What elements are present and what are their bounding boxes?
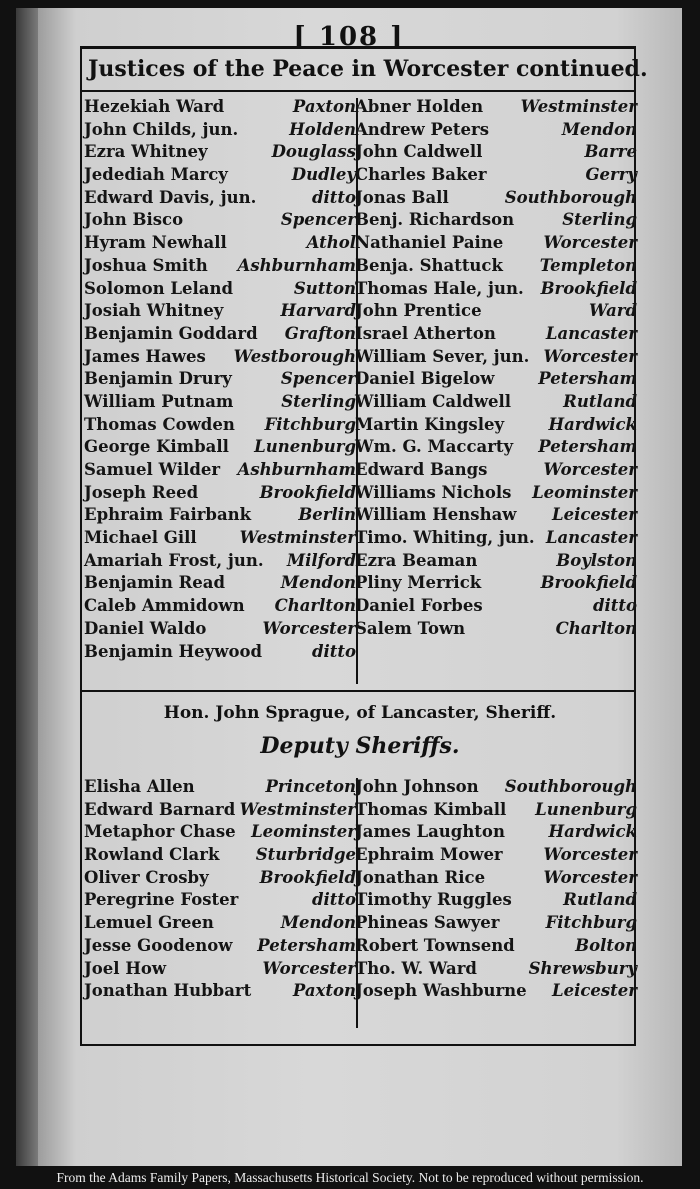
list-item bbox=[355, 119, 637, 142]
person-name: Joseph Reed bbox=[84, 482, 199, 502]
person-name: Caleb Ammidown bbox=[84, 596, 245, 616]
town-name: Lancaster bbox=[545, 528, 637, 548]
town-name: Fitchburg bbox=[545, 913, 637, 933]
list-item bbox=[355, 278, 637, 301]
person-name: Phineas Sawyer bbox=[355, 913, 500, 933]
person-name: Amariah Frost, jun. bbox=[84, 550, 264, 570]
town-name: Westborough bbox=[233, 346, 356, 366]
list-item bbox=[355, 232, 637, 255]
list-item bbox=[84, 550, 356, 573]
town-name: Worcester bbox=[543, 845, 637, 865]
heading-rule bbox=[80, 90, 636, 92]
list-item bbox=[355, 776, 637, 799]
person-name: Benjamin Drury bbox=[84, 369, 232, 389]
list-item bbox=[84, 889, 356, 912]
town-name: Petersham bbox=[538, 437, 637, 457]
town-name: ditto bbox=[311, 641, 356, 661]
list-item bbox=[84, 844, 356, 867]
list-item bbox=[355, 618, 637, 641]
list-item bbox=[84, 232, 356, 255]
list-item bbox=[84, 527, 356, 550]
person-name: Joshua Smith bbox=[84, 255, 208, 275]
list-item bbox=[355, 958, 637, 981]
list-item bbox=[355, 980, 637, 1003]
town-name: Brookfield bbox=[540, 573, 637, 593]
town-name: Paxton bbox=[292, 97, 356, 116]
town-name: Worcester bbox=[543, 460, 637, 479]
person-name: Rowland Clark bbox=[84, 845, 220, 865]
town-name: Ashburnham bbox=[237, 460, 356, 479]
list-item bbox=[355, 595, 637, 618]
town-name: Lunenburg bbox=[254, 437, 356, 457]
list-item bbox=[355, 550, 637, 573]
list-item bbox=[355, 527, 637, 550]
list-item bbox=[84, 641, 356, 664]
town-name: Rutland bbox=[563, 391, 637, 411]
list-item bbox=[84, 414, 356, 437]
person-name: Edward Barnard bbox=[84, 799, 236, 819]
person-name: William Sever, jun. bbox=[355, 346, 530, 366]
list-item bbox=[84, 980, 356, 1003]
person-name: Robert Townsend bbox=[355, 935, 515, 955]
person-name: Hyram Newhall bbox=[84, 233, 227, 253]
town-name: Leominster bbox=[251, 822, 356, 842]
town-name: Worcester bbox=[543, 346, 637, 366]
person-name: George Kimball bbox=[84, 437, 229, 457]
town-name: Worcester bbox=[543, 233, 637, 253]
list-item bbox=[355, 96, 637, 119]
list-item bbox=[355, 391, 637, 414]
list-item bbox=[84, 482, 356, 505]
person-name: Martin Kingsley bbox=[355, 414, 505, 434]
person-name: Ezra Whitney bbox=[84, 142, 208, 162]
list-item bbox=[355, 867, 637, 890]
town-name: Spencer bbox=[280, 369, 356, 389]
person-name: Edward Davis, jun. bbox=[84, 187, 257, 207]
town-name: Worcester bbox=[543, 867, 637, 887]
town-name: Berlin bbox=[298, 505, 356, 525]
person-name: Edward Bangs bbox=[355, 460, 488, 479]
person-name: Pliny Merrick bbox=[355, 573, 482, 593]
town-name: Bolton bbox=[575, 935, 637, 955]
person-name: Hezekiah Ward bbox=[84, 97, 225, 116]
town-name: ditto bbox=[311, 890, 356, 910]
town-name: Shrewsbury bbox=[528, 958, 637, 978]
person-name: Salem Town bbox=[355, 618, 466, 638]
archive-footer: From the Adams Family Papers, Massachusetts Historical Society. Not to be reproduced without permission. bbox=[56, 1170, 644, 1185]
list-item bbox=[355, 255, 637, 278]
person-name: James Hawes bbox=[84, 346, 206, 366]
town-name: Harvard bbox=[280, 301, 356, 321]
person-name: Jedediah Marcy bbox=[84, 165, 228, 185]
town-name: Brookfield bbox=[540, 278, 637, 298]
person-name: John Johnson bbox=[355, 777, 479, 796]
town-name: Sterling bbox=[281, 391, 356, 411]
person-name: William Putnam bbox=[84, 391, 234, 411]
justices-right-column bbox=[355, 96, 637, 641]
person-name: Joel How bbox=[84, 958, 167, 978]
town-name: Ashburnham bbox=[237, 255, 356, 275]
list-item bbox=[84, 119, 356, 142]
town-name: Brookfield bbox=[259, 867, 356, 887]
list-item bbox=[355, 346, 637, 369]
town-name: Southborough bbox=[504, 187, 637, 207]
person-name: Benja. Shattuck bbox=[355, 255, 503, 275]
person-name: Daniel Waldo bbox=[84, 618, 207, 638]
town-name: Sterling bbox=[562, 210, 637, 230]
town-name: Boylston bbox=[556, 550, 637, 570]
list-item bbox=[355, 414, 637, 437]
person-name: John Caldwell bbox=[355, 142, 483, 162]
justices-left-column bbox=[84, 96, 356, 663]
list-item bbox=[355, 889, 637, 912]
list-item bbox=[355, 368, 637, 391]
town-name: Holden bbox=[289, 119, 356, 139]
person-name: Abner Holden bbox=[355, 97, 484, 116]
list-item bbox=[84, 209, 356, 232]
list-item bbox=[355, 436, 637, 459]
town-name: Hardwick bbox=[548, 822, 637, 842]
person-name: Daniel Bigelow bbox=[355, 369, 495, 389]
person-name: Thomas Cowden bbox=[84, 414, 235, 434]
person-name: Timothy Ruggles bbox=[355, 890, 512, 910]
town-name: Templeton bbox=[539, 255, 637, 275]
town-name: Paxton bbox=[292, 981, 356, 1001]
town-name: Westminster bbox=[239, 528, 356, 548]
list-item bbox=[84, 799, 356, 822]
list-item bbox=[84, 436, 356, 459]
person-name: Michael Gill bbox=[84, 528, 197, 548]
list-item bbox=[84, 935, 356, 958]
person-name: Samuel Wilder bbox=[84, 460, 221, 479]
town-name: Leominster bbox=[532, 482, 637, 502]
town-name: Westminster bbox=[520, 97, 637, 116]
list-item bbox=[84, 187, 356, 210]
list-item bbox=[355, 164, 637, 187]
person-name: Oliver Crosby bbox=[84, 867, 209, 887]
town-name: Southborough bbox=[504, 777, 637, 796]
person-name: Benjamin Read bbox=[84, 573, 226, 593]
list-item bbox=[84, 278, 356, 301]
person-name: John Childs, jun. bbox=[84, 119, 239, 139]
person-name: Metaphor Chase bbox=[84, 822, 236, 842]
person-name: Benjamin Goddard bbox=[84, 323, 258, 343]
town-name: Charlton bbox=[274, 596, 356, 616]
town-name: Mendon bbox=[561, 119, 637, 139]
town-name: Hardwick bbox=[548, 414, 637, 434]
book-spine bbox=[16, 8, 38, 1166]
section-rule bbox=[80, 690, 636, 692]
person-name: Daniel Forbes bbox=[355, 596, 483, 616]
sheriff-line: Hon. John Sprague, of Lancaster, Sheriff. bbox=[163, 703, 557, 723]
town-name: Gerry bbox=[585, 165, 637, 185]
person-name: William Caldwell bbox=[355, 391, 512, 411]
person-name: John Prentice bbox=[355, 301, 482, 321]
page-number: [ 108 ] bbox=[293, 22, 405, 52]
list-item bbox=[84, 504, 356, 527]
list-item bbox=[355, 482, 637, 505]
town-name: Westminster bbox=[239, 799, 356, 819]
town-name: Barre bbox=[584, 142, 637, 162]
town-name: Spencer bbox=[280, 210, 356, 230]
person-name: Ezra Beaman bbox=[355, 550, 478, 570]
list-item bbox=[84, 958, 356, 981]
person-name: Charles Baker bbox=[355, 165, 487, 185]
town-name: ditto bbox=[592, 596, 637, 616]
list-item bbox=[84, 300, 356, 323]
town-name: Petersham bbox=[257, 935, 356, 955]
town-name: Grafton bbox=[284, 323, 356, 343]
list-item bbox=[84, 776, 356, 799]
person-name: Tho. W. Ward bbox=[355, 958, 477, 978]
person-name: Benjamin Heywood bbox=[84, 641, 262, 661]
list-item bbox=[84, 255, 356, 278]
person-name: Thomas Hale, jun. bbox=[355, 278, 524, 298]
list-item bbox=[84, 391, 356, 414]
town-name: Leicester bbox=[551, 505, 637, 525]
person-name: James Laughton bbox=[355, 822, 505, 842]
page-heading: Justices of the Peace in Worcester continued. bbox=[88, 56, 648, 82]
town-name: Milford bbox=[286, 550, 356, 570]
list-item bbox=[355, 504, 637, 527]
person-name: Nathaniel Paine bbox=[355, 233, 504, 253]
town-name: Douglass bbox=[271, 142, 356, 162]
list-item bbox=[84, 164, 356, 187]
town-name: Worcester bbox=[262, 618, 356, 638]
list-item bbox=[84, 595, 356, 618]
town-name: Charlton bbox=[555, 618, 637, 638]
list-item bbox=[355, 209, 637, 232]
town-name: Athol bbox=[306, 233, 356, 253]
list-item bbox=[355, 187, 637, 210]
town-name: Mendon bbox=[280, 573, 356, 593]
list-item bbox=[355, 799, 637, 822]
town-name: Fitchburg bbox=[264, 414, 356, 434]
list-item bbox=[355, 935, 637, 958]
town-name: Lancaster bbox=[545, 323, 637, 343]
list-item bbox=[355, 141, 637, 164]
list-item bbox=[355, 821, 637, 844]
list-item bbox=[84, 867, 356, 890]
list-item bbox=[84, 96, 356, 119]
deputies-right-column bbox=[355, 776, 637, 1003]
list-item bbox=[84, 368, 356, 391]
person-name: Solomon Leland bbox=[84, 278, 233, 298]
list-item bbox=[84, 821, 356, 844]
person-name: Thomas Kimball bbox=[355, 799, 507, 819]
town-name: Leicester bbox=[551, 981, 637, 1001]
person-name: Jesse Goodenow bbox=[84, 935, 233, 955]
person-name: Peregrine Foster bbox=[84, 890, 239, 910]
list-item bbox=[84, 618, 356, 641]
list-item bbox=[84, 459, 356, 482]
list-item bbox=[84, 572, 356, 595]
town-name: Worcester bbox=[262, 958, 356, 978]
person-name: Elisha Allen bbox=[84, 777, 195, 796]
town-name: ditto bbox=[311, 187, 356, 207]
person-name: William Henshaw bbox=[355, 505, 517, 525]
person-name: Williams Nichols bbox=[355, 482, 512, 502]
person-name: Ephraim Mower bbox=[355, 845, 503, 865]
person-name: John Bisco bbox=[84, 210, 184, 230]
town-name: Ward bbox=[588, 301, 637, 321]
deputies-left-column bbox=[84, 776, 356, 1003]
list-item bbox=[355, 844, 637, 867]
list-item bbox=[355, 323, 637, 346]
person-name: Jonathan Hubbart bbox=[84, 981, 252, 1001]
person-name: Timo. Whiting, jun. bbox=[355, 528, 535, 548]
town-name: Brookfield bbox=[259, 482, 356, 502]
town-name: Rutland bbox=[563, 890, 637, 910]
list-item bbox=[355, 300, 637, 323]
town-name: Petersham bbox=[538, 369, 637, 389]
town-name: Mendon bbox=[280, 913, 356, 933]
person-name: Benj. Richardson bbox=[355, 210, 515, 230]
list-item bbox=[84, 912, 356, 935]
list-item bbox=[355, 459, 637, 482]
town-name: Lunenburg bbox=[535, 799, 637, 819]
person-name: Jonathan Rice bbox=[355, 867, 486, 887]
person-name: Israel Atherton bbox=[355, 323, 496, 343]
person-name: Jonas Ball bbox=[355, 187, 449, 207]
person-name: Joseph Washburne bbox=[355, 981, 527, 1001]
deputy-sheriffs-heading: Deputy Sheriffs. bbox=[260, 733, 460, 759]
town-name: Sturbridge bbox=[255, 845, 356, 865]
list-item bbox=[84, 141, 356, 164]
person-name: Lemuel Green bbox=[84, 913, 214, 933]
list-item bbox=[355, 912, 637, 935]
person-name: Andrew Peters bbox=[355, 119, 490, 139]
town-name: Dudley bbox=[291, 165, 356, 185]
list-item bbox=[84, 323, 356, 346]
person-name: Ephraim Fairbank bbox=[84, 505, 252, 525]
town-name: Sutton bbox=[293, 278, 356, 298]
person-name: Wm. G. Maccarty bbox=[355, 437, 514, 457]
list-item bbox=[355, 572, 637, 595]
town-name: Princeton bbox=[265, 777, 356, 796]
list-item bbox=[84, 346, 356, 369]
person-name: Josiah Whitney bbox=[84, 301, 224, 321]
